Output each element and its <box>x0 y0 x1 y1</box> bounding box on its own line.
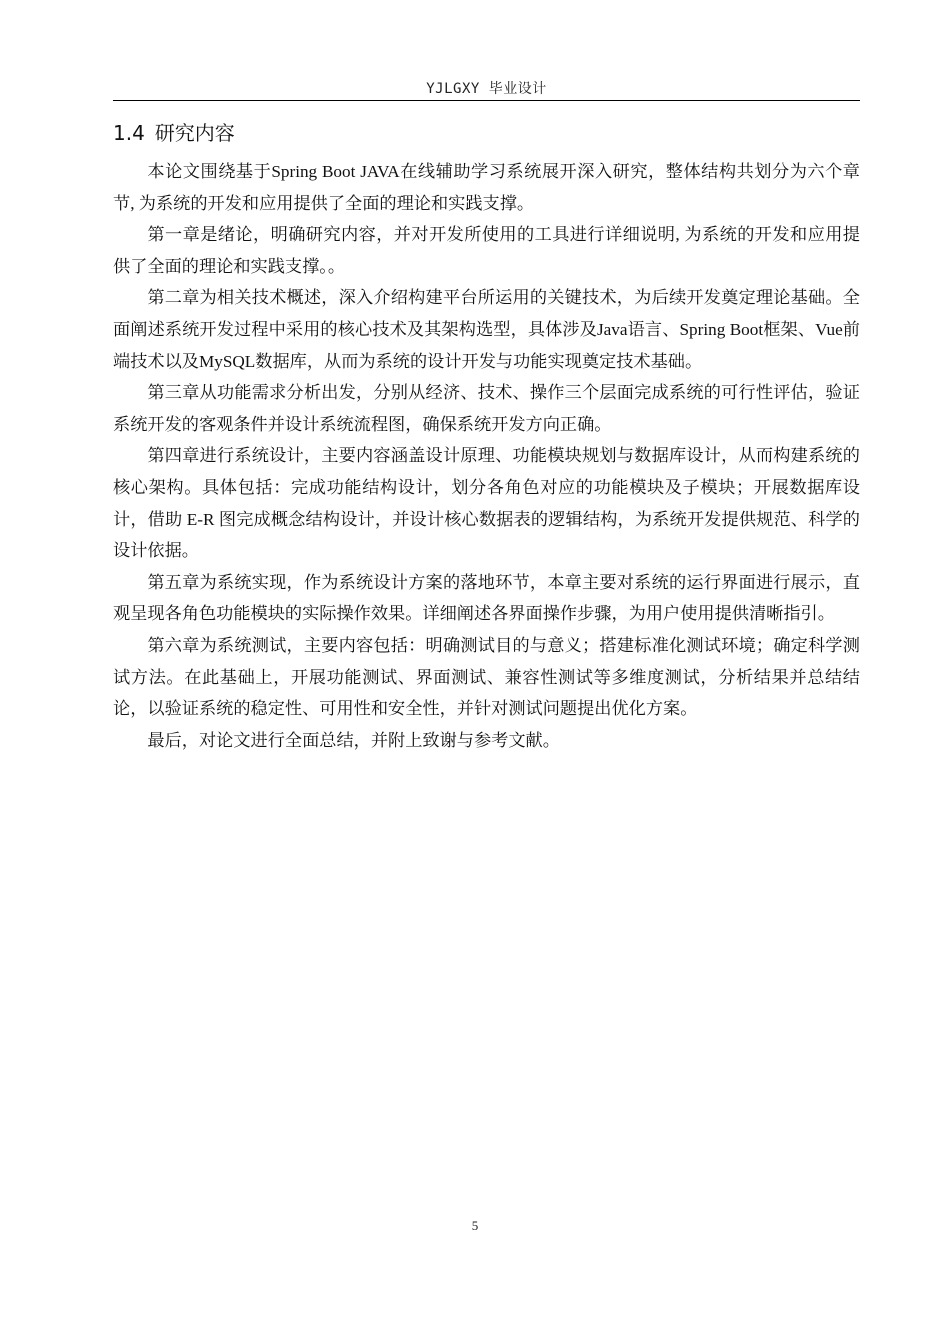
paragraph-chapter-3: 第三章从功能需求分析出发，分别从经济、技术、操作三个层面完成系统的可行性评估，验证系统开发的客观条件并设计系统流程图，确保系统开发方向正确。 <box>113 383 860 434</box>
paragraph-chapter-6: 第六章为系统测试，主要内容包括：明确测试目的与意义；搭建标准化测试环境；确定科学测试方法。在此基础上，开展功能测试、界面测试、兼容性测试等多维度测试，分析结果并总结结论，以验证系统的稳定性、可用性和安全性，并针对测试问题提出优化方案。 <box>113 635 860 719</box>
paragraph-intro: 本论文围绕基于Spring Boot JAVA在线辅助学习系统展开深入研究，整体结构共划分为六个章节, 为系统的开发和应用提供了全面的理论和实践支撑。 <box>113 162 860 213</box>
page-header: YJLGXY 毕业设计 <box>426 81 547 97</box>
header-divider <box>113 100 860 101</box>
page-number: 5 <box>471 1218 479 1233</box>
body-text <box>113 156 860 756</box>
paragraph-chapter-5: 第五章为系统实现，作为系统设计方案的落地环节，本章主要对系统的运行界面进行展示，直观呈现各角色功能模块的实际操作效果。详细阐述各界面操作步骤，为用户使用提供清晰指引。 <box>113 572 860 624</box>
paragraph-chapter-2: 第二章为相关技术概述，深入介绍构建平台所运用的关键技术，为后续开发奠定理论基础。全面阐述系统开发过程中采用的核心技术及其架构选型，具体涉及Java语言、Spring Boot框架、Vue前端技术以及MySQL数据库，从而为系统的设计开发与功能实现奠定技术基础。 <box>113 288 860 371</box>
paragraph-conclusion: 最后，对论文进行全面总结，并附上致谢与参考文献。 <box>147 730 560 750</box>
section-title: 研究内容 <box>154 121 235 145</box>
section-number: 1.4 <box>113 121 145 145</box>
section-heading <box>113 117 235 146</box>
paragraph-chapter-4: 第四章进行系统设计，主要内容涵盖设计原理、功能模块规划与数据库设计，从而构建系统的核心架构。具体包括：完成功能结构设计，划分各角色对应的功能模块及子模块；开展数据库设计，借助 E-R 图完成概念结构设计，并设计核心数据表的逻辑结构，为系统开发提供规范、科学的设计依据。 <box>113 446 860 561</box>
paragraph-chapter-1: 第一章是绪论，明确研究内容，并对开发所使用的工具进行详细说明, 为系统的开发和应用提供了全面的理论和实践支撑。。 <box>113 225 860 276</box>
